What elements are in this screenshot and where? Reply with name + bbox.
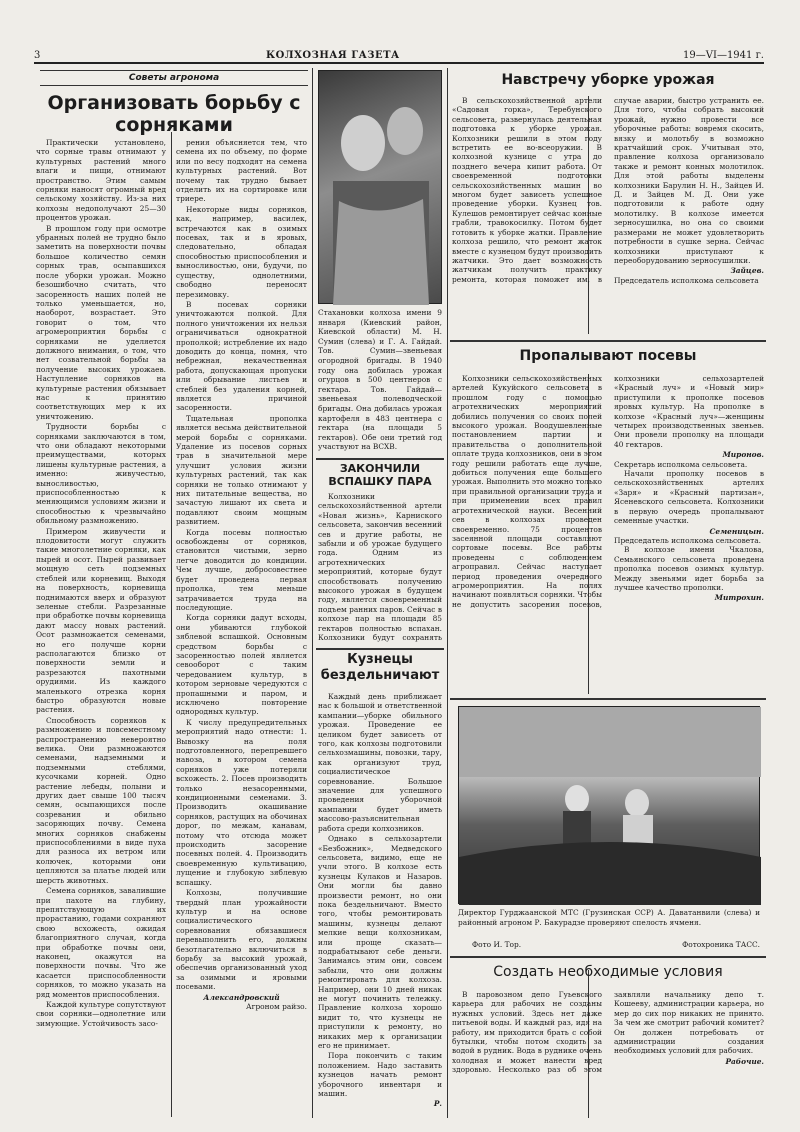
- paragraph: Каждый день приближает нас к большой и ответственной кампании—уборке обильного урожая. Проведение ее целиком будет зависеть от того, как колхозы подготовили сельхозмашины, повозки, тару, как организуют труд, социалистическое соревнование. Большое значение для успешного проведения уборочной кампании будет иметь массово-разъяснительная работа среди колхозников.: [318, 692, 442, 833]
- paragraph: Когда посевы полностью освобождены от сорняков, становятся чистыми, зерно легче доводится до кондиции. Чем лучше, добросовестнее будет проведена первая прополка, тем меньше затрачивается труда на последующие.: [176, 527, 307, 612]
- photo2-caption: Директор Гурджаанской МТС (Грузинская ССР) А. Даватанвили (слева) и районный агроном Р. Бакурадзе проверяют спелость ячменя.: [458, 908, 760, 927]
- paragraph: Способность сорняков к размножению и повсеместному распространению невероятно велика. Они размножаются семенами, надземными и подземными стеблями, кусочками корней. Одно растение лебеды, полыни и других дает свыше 100 тысяч семян, осыпающихся после созревания и обильно засоряющих почву. Семена многих сорняков снабжены приспособлениями в виде пуха для разноса их ветром или колючек, которыми они цепляются за платье людей или шерсть животных.: [36, 715, 166, 885]
- paragraph: Пора покончить с таким положением. Надо заставить кузнецов начать ремонт уборочного инвентаря и машин.: [318, 1051, 442, 1099]
- signature: Миронов.: [722, 450, 764, 460]
- paragraph: Колхозники сельскохозяйственной артели «Новая жизнь», Карниского сельсовета, закончив весенний сев и другие работы, не забыли и об урожае будущего года. Одним из агротехнических мероприятий, которые будут способствовать получению высокого урожая в будущем году, является своевременный подъем ранних паров. Сейчас в колхозе пар на площади 85 гектаров полностью вспахан. Колхозники будут сохранять: [318, 492, 442, 642]
- article2-body: [318, 492, 442, 642]
- section-rule: [316, 458, 444, 460]
- photo-field-inspection: [458, 706, 760, 904]
- page-header: [34, 50, 764, 64]
- paragraph: Тщательная прополка является весьма действительной мерой борьбы с сорняками. Удаление из посевов сорных трав в значительной мере улучшит условия жизни культурных растений, так как сорняки не только отнимают у них питательные вещества, но зачастую лишают их света и подавляют своим мощным развитием.: [176, 413, 307, 527]
- article5-title: Пропалывают посевы: [519, 348, 697, 364]
- paragraph: Семена сорняков, завалившие при пахоте на глубину, препятствующую их прорастанию, годами сохраняют свою всхожесть, ожидая благоприятного случая, когда при обработке почвы они, наконец, окажутся на поверхности почвы. Что же касается приспособленности сорняков, то можно указать на ряд моментов приспособления.: [36, 886, 166, 999]
- article1-column-1: [36, 138, 166, 1118]
- paragraph: В посевах сорняки уничтожаются полкой. Для полного уничтожения их нельзя ограничиваться однократной прополкой; истребление их надо доводить до конца, помня, что небрежная, некачественная работа, допускающая пропуски или обрывание листьев и стеблей без удаления корней, является причиной засоренности.: [176, 299, 307, 413]
- section-rule: [316, 648, 444, 650]
- paragraph: Колхозы, получившие твердый план урожайности культур и на основе социалистического соревнования обязавшиеся перевыполнить его, должны безотлагательно включиться в борьбу за высокий урожай, обеспечив организованный уход за озимыми и яровыми посевами.: [176, 888, 307, 992]
- photo2-credit: Фото И. Тор.: [472, 940, 522, 949]
- article6-title: Создать необходимые условия: [493, 964, 723, 980]
- paragraph: В паровозном депо Гуьевского карьера для рабочих не созданы нужных условий. Здесь нет даже питьевой воды. И каждый раз, идя на работу, им приходится брать с собой бутылки, чтобы потом сходить за водой в рудник. Вода в руднике очень холодная и может нанести вред здоровью. Несколько раз об этом заявляли начальнику депо т. Кошееву, администрации карьера, но мер до сих пор никаких не принято. За чем же смотрит рабочий комитет? Он должен потребовать от администрации создания необходимых условий для рабочих.: [452, 990, 764, 1075]
- page-number: 3: [34, 50, 41, 61]
- paragraph: Начали прополку посевов в сельскохозяйственных артелях «Заря» и «Красный партизан», Ясеневского сельсовета. Колхозники в первую очередь пропалывают семенные участки.: [614, 469, 764, 526]
- paragraph: Каждой культуре сопутствуют свои сорняки—однолетние или зимующие. Устойчивость засо-: [36, 999, 166, 1028]
- article1-column-2: [176, 138, 307, 1118]
- photo1-caption: Стахановки колхоза имени 9 января (Киевский район, Киевской области) М. Н. Сумин (слева) и Г. А. Гайдай. Тов. Сумин—звеньевая огородной бригады. В 1940 году она добилась урожая огурцов в 500 центнеров с гектара. Тов. Гайдай—звеньевая полеводческой бригады. Она добилась урожая картофеля в 483 центнера с гектара (на площади 5 гектаров). Обе они третий год участвуют на ВСХВ.: [318, 308, 442, 452]
- signature-role: Агроном райзо.: [245, 1001, 307, 1011]
- signature: Александровский: [203, 992, 280, 1002]
- signature: Р.: [433, 1099, 442, 1109]
- signature-role: Председатель исполкома сельсовета: [614, 275, 759, 285]
- photo-stakhanovites: [318, 70, 442, 304]
- column-rule: [312, 68, 313, 1118]
- paragraph: Однако в сельхозартели «Безбожник», Медведского сельсовета, видимо, еще не учли этого. В колхозе есть кузнецы Кулаков и Назаров. Они могли бы давно произвести ремонт, но они пока бездельничают. Вместо того, чтобы ремонтировать машины, кузнецы делают мелкие вещи колхозникам, или проще сказать—подрабатывают себе деньги. Занимаясь этим они, совсем забыли, что они должны ремонтировать для колхоза. Например, они 10 дней никак не могут починить тележку. Правление колхоза хорошо видит то, что кузнецы не приступили к ремонту, но никаких мер к организации его не принимает.: [318, 834, 442, 1051]
- signature: Митрохин.: [714, 593, 764, 603]
- article2-title: ЗАКОНЧИЛИ ВСПАШКУ ПАРА: [328, 462, 432, 488]
- paragraph: Трудности борьбы с сорняками заключаются в том, что они обладают некоторыми преимуществами, которых лишены культурные растения, а именно: живучестью, выносливостью, приспособленностью к меняющимся условиям жизни и способностью к чрезвычайно обильному размножению.: [36, 422, 166, 526]
- paragraph: В прошлом году при осмотре убранных полей не трудно было заметить на поверхности почвы большое количество семян сорных трав, осыпавшихся после уборки урожая. Можно безошибочно считать, что засоренность наших полей не только уменьшается, но, наоборот, возрастает. Это говорит о том, что агромероприятия борьбы с сорняками не уделяется должного внимания, о том, что нет созвательной борьбы за получение высоких урожаев. Наступление сорняков на культурные растения обязывает нас к принятию соответствующих мер к их уничтожению.: [36, 223, 166, 421]
- column-rule: [447, 68, 448, 1118]
- column-rule: [171, 132, 172, 1117]
- rubric-label: Советы агронома: [40, 70, 308, 86]
- article3-body: [318, 692, 442, 1118]
- article6-body: [452, 990, 764, 1118]
- signature-role: Секретарь исполкома сельсовета.: [614, 459, 748, 469]
- article4-title: Навстречу уборке урожая: [501, 72, 715, 88]
- signature: Семеницын.: [709, 526, 764, 536]
- photo-image: [459, 707, 761, 905]
- article4-body: [452, 96, 764, 336]
- signature: Зайцев.: [730, 266, 764, 276]
- paragraph: В колхозе имени Чкалова, Семьянского сельсовета проведена прополка посевов озимых культур. Между звеньями идет борьба за лучшее качество прополки.: [614, 545, 764, 592]
- paragraph: Колхозники сельскохозяйственных артелей Кукуйского сельсовета в прошлом году с помощью агротехнических мероприятий добились получения со своих полей высокого урожая. Воодушевленные постановлением партии и правительства о дополнительной оплате труда колхозников, они в этом году решили работать еще лучше, добиться получения еще большего урожая. Выполнить это можно только при правильной организации труда и при применении всех правил агротехнической науки. Весенний сев в колхозах проведен своевременно. 75 процентов засеянной площади составляют сортовые посевы. Все работы проведены с соблюдением агроправил. Сейчас наступает период проведения очередного агромероприятия. На полях начинают появляться сорняки. Чтобы не допустить засорения посевов, колхозники сельхозартелей «Красный луч» и «Новый мир» приступили к прополке посевов яровых культур. На прополке в колхозе «Красный луч»—женщины четырех производственных звеньев. Они провели прополку на площади 40 гектаров.: [452, 374, 764, 609]
- photo-image: [319, 71, 443, 305]
- section-rule: [450, 956, 766, 958]
- issue-date: 19—VI—1941 г.: [683, 50, 764, 61]
- paragraph: Практически установлено, что сорные травы отнимают у культурных растений много влаги и пищи, отнимают пространство. Этим самым сорняки наносят огромный вред сельскому хозяйству. Из-за них колхозы недополучают 25—30 процентов урожая.: [36, 138, 166, 223]
- paragraph: Некоторые виды сорняков, как, например, василек, встречаются как в озимых посевах, так и в яровых, следовательно, обладая способностью приспособления и выносливостью, они, будучи, по существу, однолетними, свободно переносят перезимовку.: [176, 204, 307, 299]
- signature: Рабочие.: [725, 1056, 764, 1066]
- paper-title: КОЛХОЗНАЯ ГАЗЕТА: [266, 50, 400, 61]
- article3-title: Кузнецы бездельничают: [320, 652, 440, 683]
- paragraph: В сельскохозяйственной артели «Садовая горка», Теребунского сельсовета, развернулась деятельная подготовка к уборке урожая. Колхозники решили в этом году встретить ее во-всеоружии. В колхозной кузнице с утра до позднего вечера кипит работа. От своевременной подготовки сельскохозяйственных машин во многом будет зависеть успешное проведение уборки. Кузнец тов. Кулешов ремонтирует сейчас конные грабли, травокосилку. Потом будет готовить к уборке жатки. Правление колхоза решило, что ремонт жаток вместе с кузнецом будут производить жатчики. Это дает возможность жатчикам получить практику ремонта, которая поможет им, в случае аварии, быстро устранить ее. Для того, чтобы собрать высокий урожай, нужно провести все уборочные работы: вовремя скосить, вязку и молотьбу в возможно кратчайший срок. Учитывая это, правление колхоза организовало также и ремонт конных молотилок. Для этой работы выделены колхозники Барулин Н. Н., Зайцев И. Д. и Зайцев М. Д. Они уже подготовили к работе одну молотилку. В колхозе имеется зерносушилка, но она со своими размерами не может удовлетворить потребности в сушке зерна. Сейчас колхозники приступают к переоборудованию зерносушилки.: [452, 96, 764, 284]
- section-rule: [450, 698, 766, 700]
- section-rule: [450, 340, 766, 342]
- signature-role: Председатель исполкома сельсовета.: [614, 535, 762, 545]
- paragraph: Когда сорняки дадут всходы, они убиваются глубокой зяблевой вспашкой. Основным средством борьбы с засоренностью полей является севооборот с таким чередованием культур, в котором зерновые чередуются с пропашными и паром, и исключено повторение однородных культур.: [176, 613, 307, 717]
- article1-title: Организовать борьбу с сорняками: [47, 92, 301, 136]
- paragraph: К числу предупредительных мероприятий надо отнести: 1. Вывозку на поля подготовленного, перепревшего навоза, в котором семена сорняков уже потеряли всхожесть. 2. Посев производить только незасоренными, кондиционными семенами. 3. Производить окашивание сорняков, растущих на обочинах дорог, по межам, канавам, потому что отсюда может происходить засорение посевных полей. 4. Производить своевременную культивацию, лущение и глубокую зяблевую вспашку.: [176, 717, 307, 887]
- photo2-credit: Фотохроника ТАСС.: [682, 940, 760, 949]
- paragraph: рения объясняется тем, что семена их по объему, по форме или по весу подходят на семена культурных растений. Вот почему так трудно бывает отделить их на сортировке или триере.: [176, 138, 307, 204]
- paragraph: Примером живучести и плодовитости могут служить такие многолетние сорняки, как пырей и осот. Пырей развивает мощную сеть подземных стеблей или корневищ. Выходя на поверхность, корневища поднимаются вверх и образуют зеленые стебли. Разрезанные при обработке почвы корневища дают массу новых растений. Осот размножается семенами, но его получше корни располагаются близко от поверхности земли и разрезаются пахотными орудиями. Из каждого маленького отрезка корня быстро образуются новые растения.: [36, 526, 166, 715]
- article5-body: [452, 374, 764, 696]
